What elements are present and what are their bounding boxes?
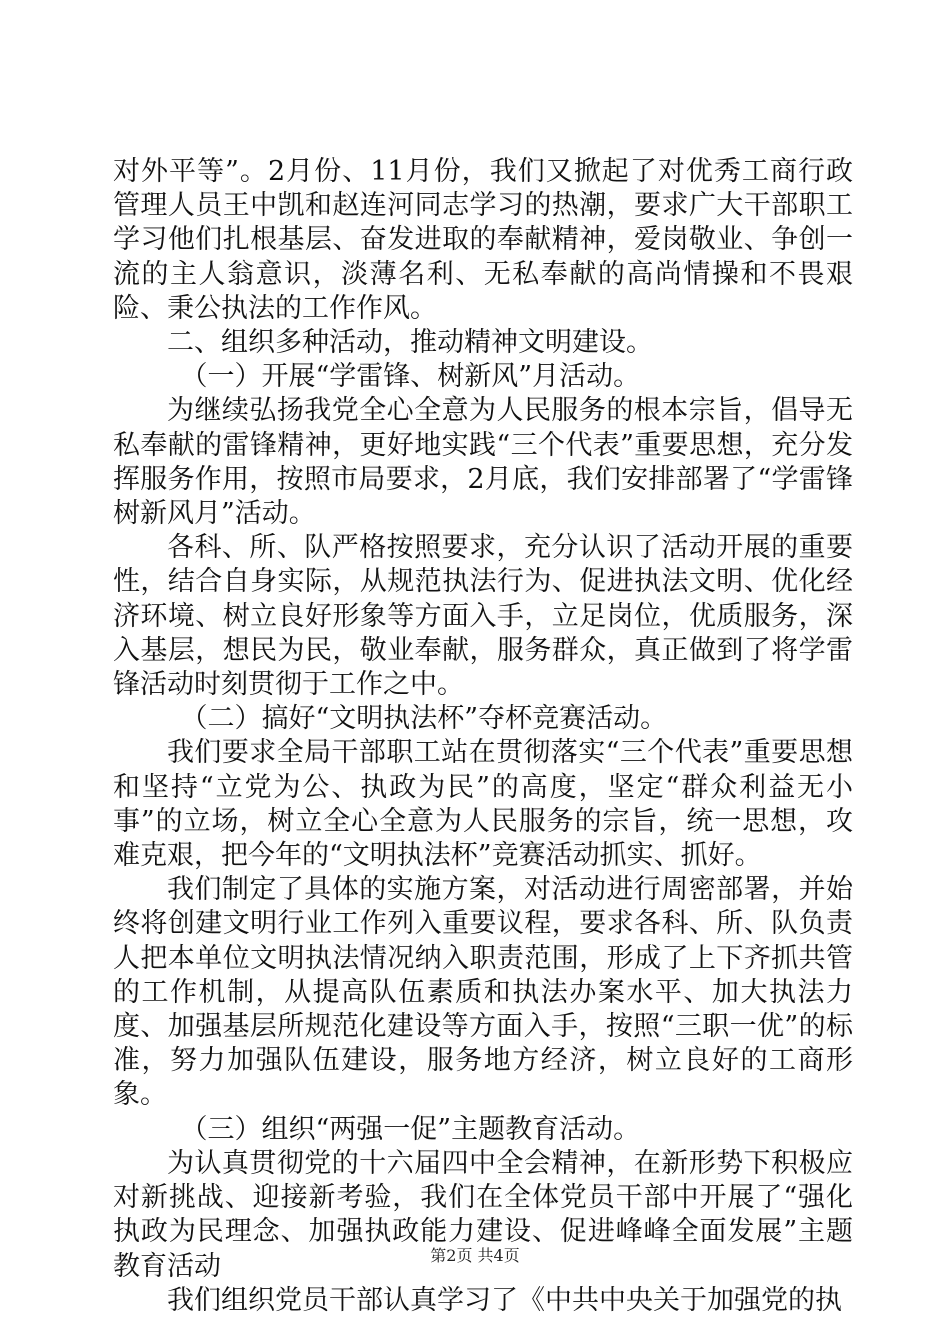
page-footer: 第2页 共4页 — [430, 1246, 520, 1265]
paragraph: 我们组织党员干部认真学习了《中共中央关于加强党的执 — [167, 1284, 842, 1316]
subsection-heading: （三）组织“两强一促”主题教育活动。 — [180, 1113, 641, 1145]
section-heading: 二、组织多种活动，推动精神文明建设。 — [167, 327, 653, 359]
document-body — [113, 155, 853, 1318]
paragraph: 为继续弘扬我党全心全意为人民服务的根本宗旨，倡导无私奉献的雷锋精神，更好地实践“三个代表”重要思想，充分发挥服务作用，按照市局要求，2月底，我们安排部署了“学雷锋树新风月”活动。 — [113, 395, 853, 530]
paragraph: 我们制定了具体的实施方案，对活动进行周密部署，并始终将创建文明行业工作列入重要议程，要求各科、所、队负责人把本单位文明执法情况纳入职责范围，形成了上下齐抓共管的工作机制，从提高队伍素质和执法办案水平、加大执法力度、加强基层所规范化建设等方面入手，按照“三职一优”的标准，努力加强队伍建设，服务地方经济，树立良好的工商形象。 — [113, 874, 853, 1111]
paragraph: 各科、所、队严格按照要求，充分认识了活动开展的重要性，结合自身实际，从规范执法行为、促进执法文明、优化经济环境、树立良好形象等方面入手，立足岗位，优质服务，深入基层，想民为民，敬业奉献，服务群众，真正做到了将学雷锋活动时刻贯彻于工作之中。 — [113, 532, 853, 701]
paragraph: 为认真贯彻党的十六届四中全会精神，在新形势下积极应对新挑战、迎接新考验，我们在全体党员干部中开展了“强化执政为民理念、加强执政能力建设、促进峰峰全面发展”主题教育活动 — [113, 1147, 853, 1282]
paragraph-continuation: 对外平等”。2月份、11月份，我们又掀起了对优秀工商行政管理人员王中凯和赵连河同志学习的热潮，要求广大干部职工学习他们扎根基层、奋发进取的奉献精神，爱岗敬业、争创一流的主人翁意识，淡薄名利、无私奉献的高尚情操和不畏艰险、秉公执法的工作作风。 — [113, 156, 853, 324]
paragraph: 我们要求全局干部职工站在贯彻落实“三个代表”重要思想和坚持“立党为公、执政为民”的高度，坚定“群众利益无小事”的立场，树立全心全意为人民服务的宗旨，统一思想，攻难克艰，把今年的“文明执法杯”竞赛活动抓实、抓好。 — [113, 737, 853, 872]
subsection-heading: （一）开展“学雷锋、树新风”月活动。 — [180, 361, 641, 393]
subsection-heading: （二）搞好“文明执法杯”夺杯竞赛活动。 — [180, 703, 668, 735]
